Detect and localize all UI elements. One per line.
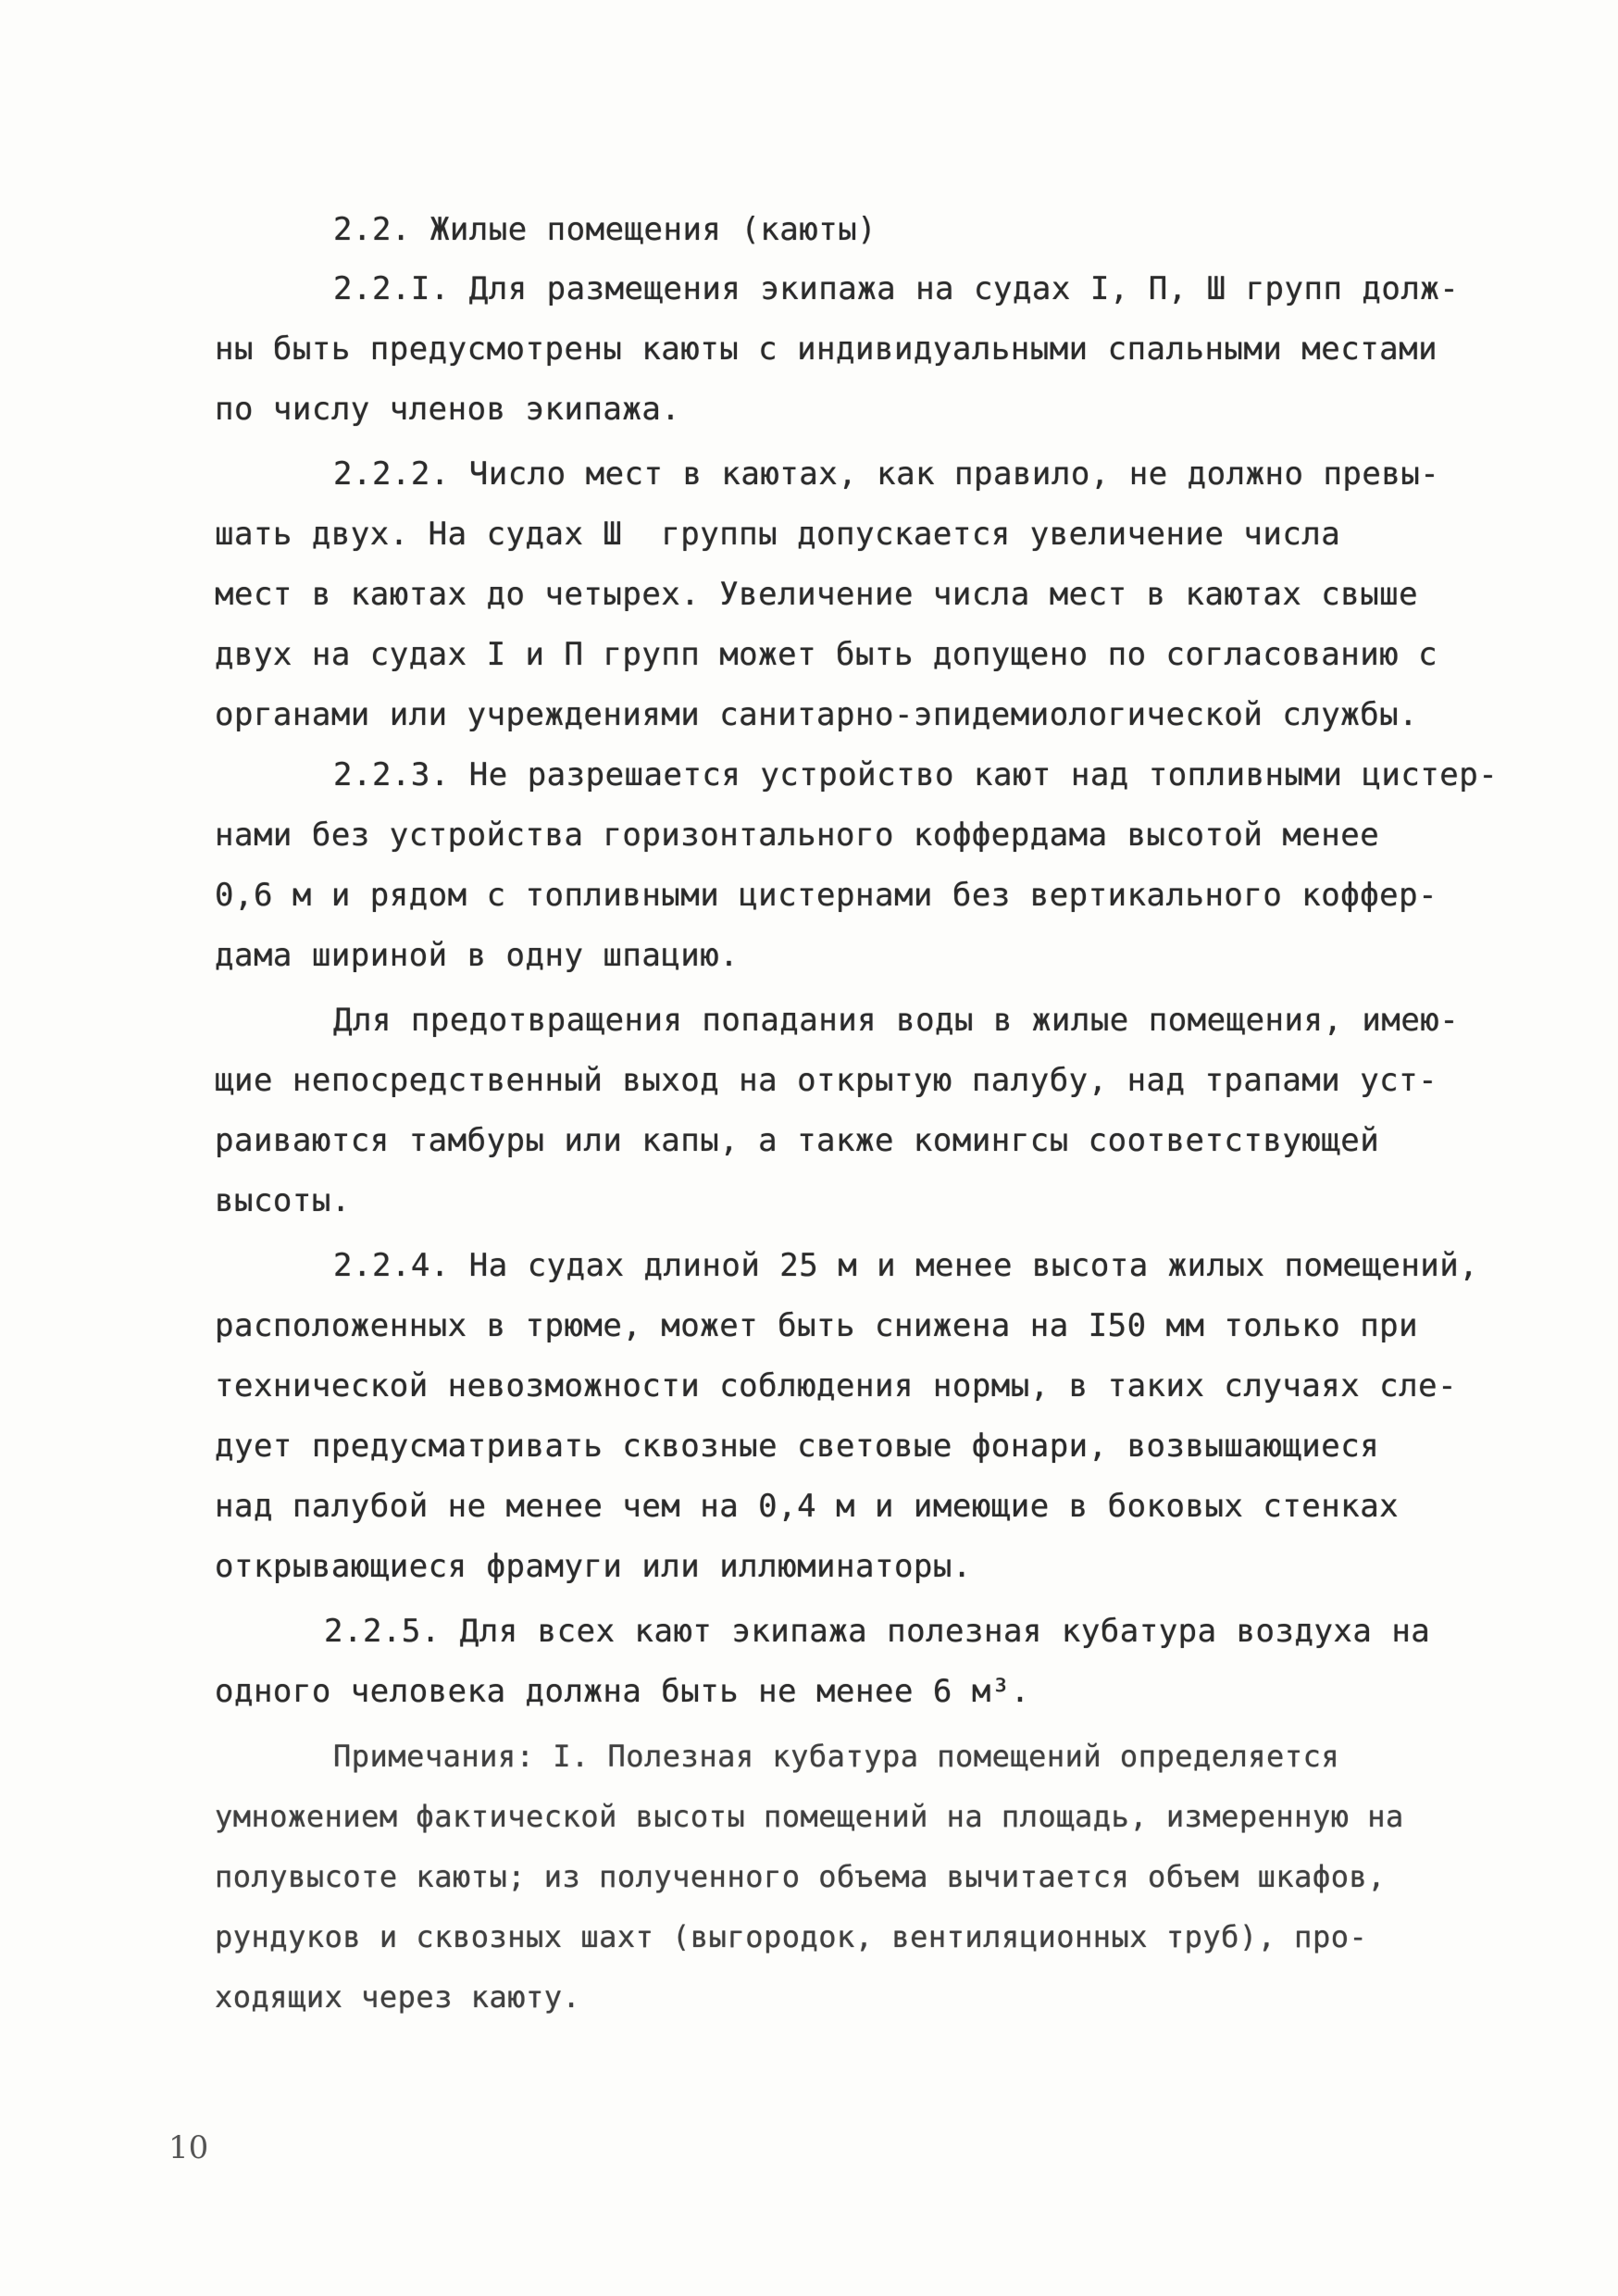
note-line: полувысоте каюты; из полученного объема вычитается объем шкафов, [215, 1859, 1386, 1894]
paragraph-line: щие непосредственный выход на открытую палубу, над трапами уст- [215, 1062, 1438, 1099]
note-line: умножением фактической высоты помещений на площадь, измеренную на [215, 1799, 1404, 1834]
paragraph-line: одного человека должна быть не менее 6 м³. [215, 1673, 1030, 1710]
paragraph-line: мест в каютах до четырех. Увеличение числа мест в каютах свыше [215, 576, 1419, 613]
paragraph-line: 2.2.2. Число мест в каютах, как правило, не должно превы- [333, 455, 1440, 493]
paragraph-line: Для предотвращения попадания воды в жилые помещения, имею- [333, 1002, 1460, 1039]
paragraph-line: открывающиеся фрамуги или иллюминаторы. [215, 1548, 972, 1585]
paragraph-line: нами без устройства горизонтального коффердама высотой менее [215, 817, 1380, 854]
paragraph-line: 2.2.I. Для размещения экипажа на судах I, П, Ш групп долж- [333, 270, 1460, 307]
page-number: 10 [168, 2129, 209, 2166]
paragraph-line: органами или учреждениями санитарно-эпидемиологической службы. [215, 696, 1419, 733]
note-line: Примечания: I. Полезная кубатура помещений определяется [333, 1739, 1340, 1774]
paragraph-line: шать двух. На судах Ш группы допускается увеличение числа [215, 516, 1341, 553]
paragraph-line: дама шириной в одну шпацию. [215, 937, 740, 974]
note-line: рундуков и сквозных шахт (выгородок, вентиляционных труб), про- [215, 1919, 1368, 1954]
paragraph-line: 2.2.5. Для всех кают экипажа полезная кубатура воздуха на [324, 1613, 1431, 1650]
paragraph-line: высоты. [215, 1182, 351, 1219]
paragraph-line: 2.2.4. На судах длиной 25 м и менее высота жилых помещений, [333, 1247, 1479, 1284]
paragraph-line: расположенных в трюме, может быть снижена на I50 мм только при [215, 1307, 1419, 1344]
paragraph-line: 2.2.3. Не разрешается устройство кают над топливными цистер- [333, 756, 1499, 793]
paragraph-line: технической невозможности соблюдения нормы, в таких случаях сле- [215, 1367, 1458, 1404]
paragraph-line: над палубой не менее чем на 0,4 м и имеющие в боковых стенках [215, 1488, 1400, 1525]
paragraph-line: 0,6 м и рядом с топливными цистернами без вертикального коффер- [215, 877, 1438, 914]
paragraph-line: по числу членов экипажа. [215, 391, 681, 428]
section-heading: 2.2. Жилые помещения (каюты) [333, 211, 877, 248]
paragraph-line: раиваются тамбуры или капы, а также комингсы соответствующей [215, 1122, 1380, 1159]
paragraph-line: двух на судах I и П групп может быть допущено по согласованию с [215, 636, 1438, 673]
paragraph-line: дует предусматривать сквозные световые фонари, возвышающиеся [215, 1428, 1380, 1465]
paragraph-line: ны быть предусмотрены каюты с индивидуальными спальными местами [215, 331, 1438, 368]
note-line: ходящих через каюту. [215, 1979, 581, 2015]
